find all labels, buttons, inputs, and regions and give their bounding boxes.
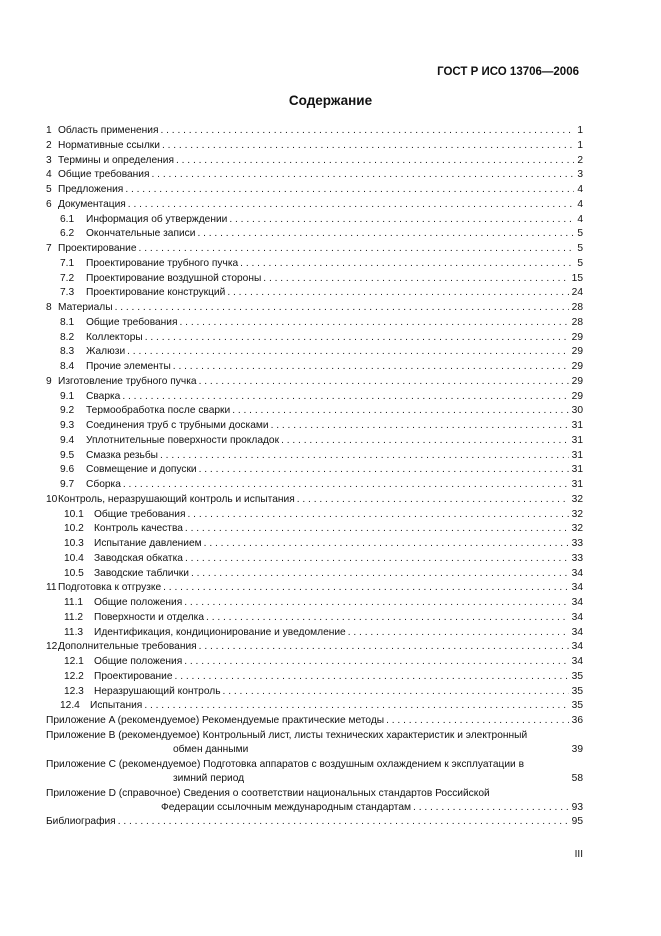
toc-entry-title: Область применения <box>58 125 159 136</box>
toc-leader <box>197 640 569 655</box>
toc-entry-number: 9.6 <box>60 464 75 476</box>
toc-entry-title: Подготовка к отгрузке <box>58 582 162 594</box>
toc-leader <box>150 168 575 183</box>
toc-entry-number: 9.7 <box>60 479 75 490</box>
toc-entry-page: 32 <box>571 493 583 505</box>
toc-entry-page: 5 <box>577 228 583 240</box>
toc-leader <box>158 449 569 464</box>
toc-entry-title: Поверхности и отделка <box>94 611 205 623</box>
toc-entry-number: 7.2 <box>60 272 75 284</box>
toc-entry-number: 10 <box>46 493 58 505</box>
toc-entry-number: 6.1 <box>60 213 75 225</box>
toc-entry-number: 7 <box>46 243 52 254</box>
toc-entry-number: 5 <box>46 184 52 195</box>
toc-leader <box>230 404 568 419</box>
toc-entry-number: 8.4 <box>60 361 75 372</box>
toc-entry-title: Документация <box>58 198 126 210</box>
toc-entry-number: 12.2 <box>64 670 84 682</box>
toc-entry-number: 12 <box>46 641 58 653</box>
toc-entry[interactable] <box>46 655 583 670</box>
toc-leader <box>183 522 569 537</box>
toc-entry[interactable] <box>46 301 583 316</box>
toc-leader <box>384 714 569 729</box>
toc-entry-page: 29 <box>571 361 583 372</box>
toc-leader <box>204 611 569 626</box>
toc-entry-number: 10.3 <box>64 538 84 549</box>
toc-entry-number: 10.4 <box>64 552 84 564</box>
toc-entry-number: 8.2 <box>60 331 75 343</box>
toc-entry-title: Совмещение и допуски <box>86 464 197 476</box>
toc-leader <box>183 552 569 567</box>
toc-entry[interactable] <box>46 670 583 685</box>
toc-entry-page: 34 <box>571 597 583 608</box>
toc-entry[interactable] <box>46 522 583 537</box>
toc-appendix-b[interactable] <box>46 729 583 757</box>
toc-entry-number: 2 <box>46 139 52 151</box>
toc-entry-title: Проектирование воздушной стороны <box>86 272 262 284</box>
toc-entry[interactable] <box>46 242 583 257</box>
toc-entry[interactable] <box>46 360 583 375</box>
toc-entry-page: 35 <box>571 685 583 697</box>
toc-entry-page: 31 <box>571 479 583 490</box>
toc-entry-page: 3 <box>577 169 583 181</box>
toc-leader <box>120 390 568 405</box>
toc-entry-page: 28 <box>571 302 583 313</box>
toc-entry-page: 29 <box>571 390 583 402</box>
toc-entry-number: 8.1 <box>60 316 75 328</box>
toc-entry-page: 29 <box>571 331 583 343</box>
toc-entry-title: Сборка <box>86 479 121 490</box>
toc-entry-page: 33 <box>571 552 583 564</box>
toc-entry[interactable] <box>46 124 583 139</box>
toc-entry[interactable] <box>46 257 583 272</box>
toc-entry-page: 4 <box>577 198 583 210</box>
toc-entry[interactable] <box>46 213 583 228</box>
toc-entry-page: 32 <box>571 523 583 535</box>
toc-entry-title: Дополнительные требования <box>58 641 197 653</box>
toc-leader <box>279 434 569 449</box>
toc-bibliography[interactable] <box>46 815 583 830</box>
toc-entry-page: 24 <box>571 287 583 299</box>
toc-entry-title: Общие положения <box>94 656 183 667</box>
toc-entry-page: 4 <box>577 213 583 225</box>
toc-entry-number: 9.1 <box>60 390 75 402</box>
toc-entry-number: 1 <box>46 125 52 136</box>
toc-entry-number: 10.2 <box>64 523 84 535</box>
toc-leader <box>186 508 569 523</box>
toc-appendix-c-line2: зимний период <box>173 772 245 784</box>
toc-appendix-d-line1: Приложение D (справочное) Сведения о соответствии национальных стандартов Российской <box>46 787 490 799</box>
toc-entry-title: Заводская обкатка <box>94 552 183 564</box>
toc-entry-title: Идентификация, кондиционирование и уведомление <box>94 626 346 638</box>
toc-entry-page: 34 <box>571 611 583 623</box>
toc-entry[interactable] <box>46 139 583 154</box>
toc-leader <box>238 257 574 272</box>
toc-entry[interactable] <box>46 419 583 434</box>
toc-entry-number: 9.3 <box>60 420 75 431</box>
toc-leader <box>158 124 574 139</box>
toc-appendix-a[interactable] <box>46 714 583 729</box>
toc-appendix-c[interactable] <box>46 758 583 786</box>
toc-leader <box>113 301 569 316</box>
toc-leader <box>182 596 568 611</box>
toc-entry-number: 10.1 <box>64 508 84 520</box>
toc-leader <box>182 655 568 670</box>
toc-entry-number: 10.5 <box>64 567 84 579</box>
toc-entry-number: 11.2 <box>64 611 84 623</box>
toc-appendix-b-line1: Приложение B (рекомендуемое) Контрольный лист, листы технических характеристик и электронный <box>46 729 528 741</box>
toc-entry-number: 12.4 <box>60 700 80 712</box>
toc-entry-title: Уплотнительные поверхности прокладок <box>86 434 280 446</box>
toc-entry[interactable] <box>46 463 583 478</box>
toc-entry-page: 31 <box>571 449 583 461</box>
toc-entry[interactable] <box>46 449 583 464</box>
toc-leader <box>295 493 569 508</box>
toc-entry[interactable] <box>46 227 583 242</box>
toc-entry-title: Жалюзи <box>86 346 126 358</box>
toc-entry-page: 30 <box>571 405 583 417</box>
toc-bibliography-label: Библиография <box>46 816 116 828</box>
toc-leader <box>269 419 569 434</box>
toc-leader <box>116 815 569 830</box>
toc-entry[interactable] <box>46 404 583 419</box>
toc-rows <box>46 124 583 714</box>
toc-entry-number: 8.3 <box>60 346 75 358</box>
toc-entry[interactable] <box>46 685 583 700</box>
toc-entry-title: Смазка резьбы <box>86 449 159 461</box>
toc-entry[interactable] <box>46 478 583 493</box>
toc-leader <box>143 331 569 346</box>
toc-entry-number: 11.3 <box>64 626 84 638</box>
toc-leader <box>202 537 569 552</box>
toc-entry-title: Нормативные ссылки <box>58 139 160 151</box>
toc-entry-page: 1 <box>577 139 583 151</box>
toc-appendix-b-line2: обмен данными <box>173 743 249 755</box>
toc-leader <box>225 286 568 301</box>
toc-entry-page: 34 <box>571 656 583 667</box>
toc-leader <box>137 242 575 257</box>
toc-appendix-d[interactable] <box>46 787 583 815</box>
toc-appendix-c-page: 58 <box>571 772 583 784</box>
toc-leader <box>142 699 568 714</box>
toc-entry-page: 34 <box>571 626 583 638</box>
toc-entry[interactable] <box>46 316 583 331</box>
toc-leader <box>174 154 574 169</box>
toc-entry[interactable] <box>46 611 583 626</box>
toc-entry-number: 6 <box>46 198 52 210</box>
page-number: III <box>574 849 583 860</box>
toc-entry-title: Общие требования <box>94 508 186 520</box>
toc-entry[interactable] <box>46 183 583 198</box>
toc-entry-title: Сварка <box>86 390 121 402</box>
toc-leader <box>171 360 569 375</box>
toc-entry-page: 34 <box>571 567 583 579</box>
toc-appendix-d-line2: Федерации ссылочным международным стандартам <box>161 801 412 813</box>
toc-entry-page: 31 <box>571 434 583 446</box>
toc-bibliography-page: 95 <box>571 816 583 828</box>
toc-leader <box>125 345 569 360</box>
toc-entry-page: 32 <box>571 508 583 520</box>
toc-entry[interactable] <box>46 390 583 405</box>
toc-entry-title: Контроль качества <box>94 523 183 535</box>
toc-entry-title: Информация об утверждении <box>86 213 228 225</box>
toc-entry[interactable] <box>46 626 583 641</box>
toc-entry-title: Общие положения <box>94 597 183 608</box>
toc-entry-page: 31 <box>571 464 583 476</box>
toc-entry[interactable] <box>46 640 583 655</box>
table-of-contents <box>46 124 583 830</box>
toc-entry-number: 6.2 <box>60 228 75 240</box>
toc-entry-page: 35 <box>571 670 583 682</box>
toc-entry-number: 9 <box>46 375 52 387</box>
toc-entry[interactable] <box>46 375 583 390</box>
toc-entry[interactable] <box>46 567 583 582</box>
toc-entry-page: 33 <box>571 538 583 549</box>
toc-entry[interactable] <box>46 508 583 523</box>
toc-appendix-a-page: 36 <box>571 715 583 726</box>
toc-entry-title: Проектирование <box>58 243 137 254</box>
toc-leader <box>160 139 574 154</box>
toc-entry[interactable] <box>46 198 583 213</box>
toc-entry-title: Материалы <box>58 302 113 313</box>
toc-entry[interactable] <box>46 552 583 567</box>
toc-entry[interactable] <box>46 331 583 346</box>
toc-leader <box>178 316 569 331</box>
toc-entry-number: 9.4 <box>60 434 75 446</box>
toc-entry[interactable] <box>46 581 583 596</box>
toc-entry[interactable] <box>42 699 583 714</box>
toc-entry-title: Термообработка после сварки <box>86 405 231 417</box>
toc-leader <box>261 272 568 287</box>
toc-entry[interactable] <box>46 434 583 449</box>
toc-entry-title: Неразрушающий контроль <box>94 685 221 697</box>
toc-entry-number: 7.3 <box>60 287 75 299</box>
toc-leader <box>411 801 569 815</box>
toc-entry-number: 9.2 <box>60 405 75 417</box>
toc-entry-title: Испытания <box>90 700 143 712</box>
toc-entry-page: 35 <box>571 700 583 712</box>
toc-entry-number: 9.5 <box>60 449 75 461</box>
toc-leader <box>227 213 574 228</box>
toc-appendix-a-label: Приложение A (рекомендуемое) Рекомендуемые практические методы <box>46 715 385 726</box>
toc-entry-title: Проектирование <box>94 670 173 682</box>
toc-leader <box>197 375 569 390</box>
toc-entry[interactable] <box>46 537 583 552</box>
standard-number: ГОСТ Р ИСО 13706—2006 <box>437 66 579 78</box>
toc-entry-title: Проектирование трубного пучка <box>86 257 239 269</box>
toc-entry[interactable] <box>46 154 583 169</box>
toc-leader <box>189 567 569 582</box>
toc-entry-title: Заводские таблички <box>94 567 189 579</box>
toc-entry-number: 11 <box>46 582 57 594</box>
toc-entry-number: 4 <box>46 169 52 181</box>
toc-leader <box>197 463 569 478</box>
toc-entry-title: Испытание давлением <box>94 538 202 549</box>
toc-leader <box>173 670 569 685</box>
toc-entry-number: 3 <box>46 154 52 166</box>
toc-entry[interactable] <box>46 596 583 611</box>
toc-entry-page: 5 <box>577 243 583 254</box>
toc-entry-title: Общие требования <box>86 316 178 328</box>
toc-leader <box>126 198 575 213</box>
toc-entry-number: 8 <box>46 302 52 313</box>
toc-entry-title: Соединения труб с трубными досками <box>86 420 269 431</box>
toc-entry[interactable] <box>46 168 583 183</box>
toc-appendix-c-line1: Приложение C (рекомендуемое) Подготовка аппаратов с воздушным охлаждением к эксплуатации в <box>46 758 524 770</box>
toc-leader <box>346 626 569 641</box>
toc-entry-page: 4 <box>577 184 583 195</box>
toc-leader <box>195 227 574 242</box>
toc-entry-title: Предложения <box>58 184 124 195</box>
toc-entry[interactable] <box>46 345 583 360</box>
toc-entry-page: 5 <box>577 257 583 269</box>
toc-entry-title: Окончательные записи <box>86 228 196 240</box>
toc-entry-page: 15 <box>571 272 583 284</box>
toc-entry-number: 11.1 <box>64 597 84 608</box>
toc-entry-page: 29 <box>571 346 583 358</box>
toc-entry-title: Изготовление трубного пучка <box>58 375 197 387</box>
toc-appendix-b-page: 39 <box>571 743 583 755</box>
toc-entry-page: 1 <box>577 125 583 136</box>
toc-entry-title: Прочие элементы <box>86 361 171 372</box>
toc-entry-page: 31 <box>571 420 583 431</box>
toc-entry[interactable] <box>46 272 583 287</box>
toc-entry-title: Термины и определения <box>58 154 174 166</box>
toc-entry-page: 29 <box>571 375 583 387</box>
toc-entry[interactable] <box>46 286 583 301</box>
toc-entry-title: Проектирование конструкций <box>86 287 226 299</box>
toc-entry-number: 12.1 <box>64 656 84 667</box>
toc-appendix-d-page: 93 <box>571 801 583 813</box>
toc-leader <box>161 581 569 596</box>
toc-entry-title: Контроль, неразрушающий контроль и испытания <box>58 493 295 505</box>
toc-entry-number: 12.3 <box>64 685 84 697</box>
toc-entry-title: Коллекторы <box>86 331 143 343</box>
toc-leader <box>221 685 569 700</box>
toc-entry-page: 34 <box>571 641 583 653</box>
toc-entry-page: 2 <box>577 154 583 166</box>
page-title: Содержание <box>288 93 373 108</box>
toc-entry-page: 28 <box>571 316 583 328</box>
toc-entry-page: 34 <box>571 582 583 594</box>
toc-entry-number: 7.1 <box>60 257 75 269</box>
toc-entry-title: Общие требования <box>58 169 150 181</box>
toc-leader <box>123 183 574 198</box>
toc-entry[interactable] <box>46 493 583 508</box>
toc-leader <box>121 478 569 493</box>
